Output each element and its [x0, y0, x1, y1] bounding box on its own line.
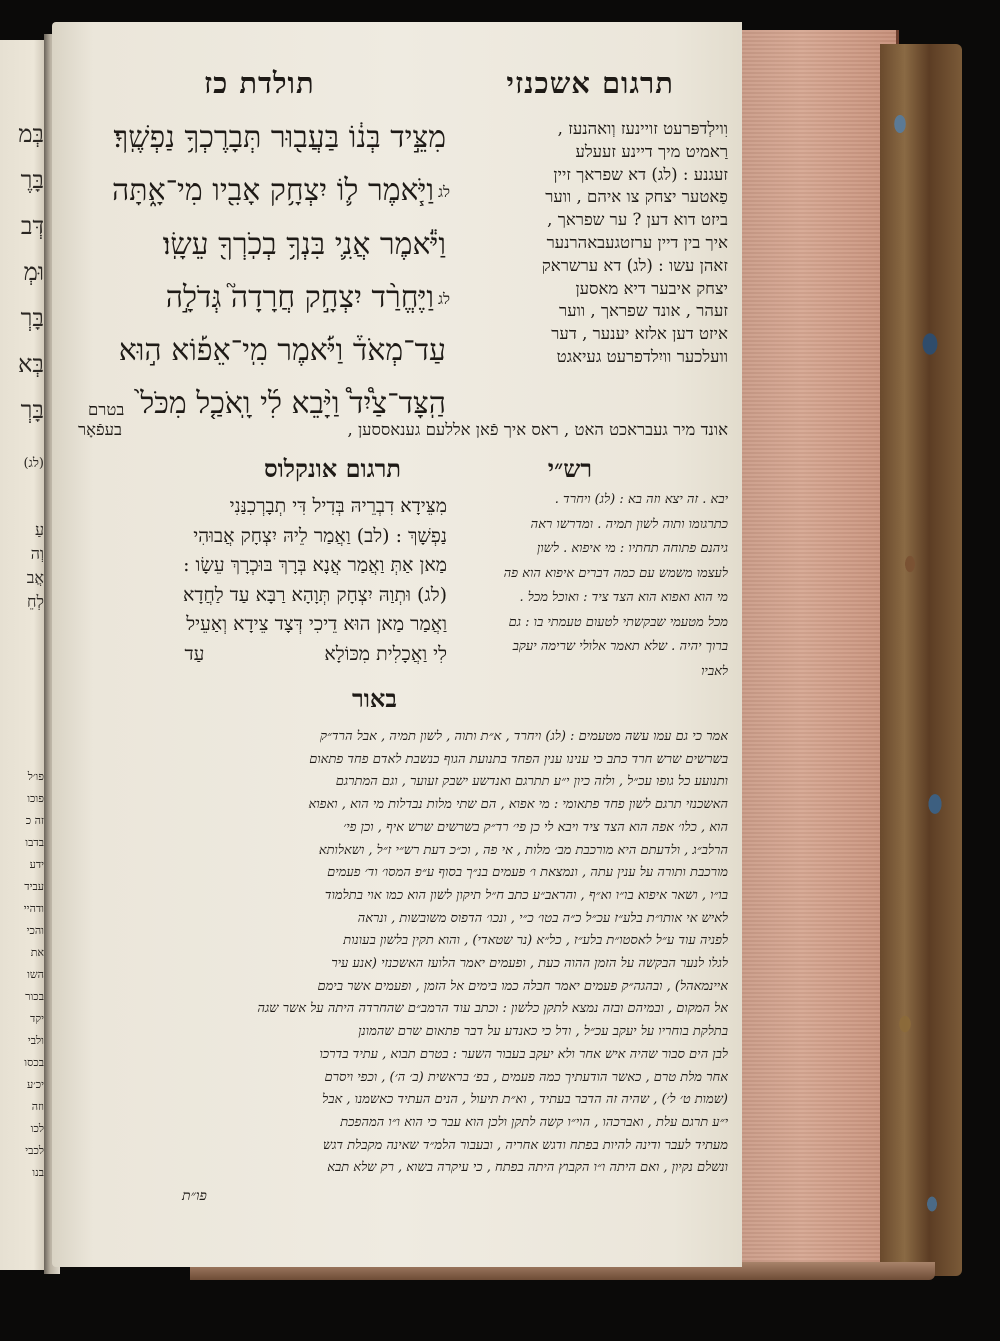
rashi-line: לאביו [701, 663, 728, 679]
targum-ashkenazi-column [466, 118, 728, 369]
verse-line: עַד־מְאֹד֒ וַיֹּ֡אמֶר מִֽי־אֵפ֡וֹא ה֣וּא [118, 333, 446, 368]
verse-line: וַיֹּ֕אמֶר אֲנִ֛י בִּנְךָ֥ בְכֹֽרְךָ֖ עֵשָֽׂו׃ [162, 226, 446, 262]
targum-line: וִוילְדפּרעט זויינעז וְואהנעז , [557, 119, 728, 138]
left-page-fragment: זה כ [25, 814, 44, 827]
left-page-fragment: בְּמ [18, 120, 44, 148]
left-page-fragment: ולבי [27, 1034, 44, 1047]
left-page-fragment: עַ [34, 520, 44, 539]
left-page-fragment: ידע [29, 858, 44, 871]
signature-mark: פו״ת [182, 1188, 207, 1204]
left-page-fragment: בכסו [24, 1056, 44, 1069]
verse-number: לג [438, 289, 450, 308]
biur-line: הוא , כלו׳ אפה הוא הצד ציד ויבא לי כן פי׳ רד״ק בשרשים שרש איף , וכן פי׳ [343, 819, 728, 835]
left-page-fragment: השו [27, 968, 44, 981]
biur-line: אל המקום , ובמיהם ובזה נמצא לתקן כלשון : וכתב עוד הרמב״ם שהחרדה היתה על אשר שגה [257, 1001, 728, 1017]
verse-line: הַֽצָּד־צַ֩יִד֩ וַיָּ֨בֵא לִ֜י וָֽאֹכַ֤ל מִכֹּל֙ [140, 386, 446, 422]
verse-line: מִצֵּ֣יד בְּנ֔וֹ בַּעֲב֖וּר תְּבָרֶכְךָ֥ נַפְשֶֽׁךָ׃ [113, 120, 446, 155]
left-page-fragment: יכ׳ע [26, 1078, 44, 1091]
rashi-title: רש״י [547, 454, 592, 483]
left-page-sliver [0, 40, 48, 1270]
biur-title: באור [352, 684, 397, 713]
rashi-line: מכל מטעמי שבקשתי לטעום טעמתי בו : גם [508, 614, 728, 630]
running-header-targum: תרגום אשכנזי [506, 66, 674, 100]
biur-line: מורכבת ותורה על ענין עתה , ונמצאת ו׳ פעמים בנ״ך בסוף ע״פ המסו׳ וד׳ פעמים [327, 865, 728, 881]
rashi-line: לעצמו משמש עם כמה דברים איפוא הוא פה [503, 565, 728, 581]
right-page [52, 22, 742, 1267]
left-page-fragment: וּמְ [23, 258, 44, 286]
biur-line: לאיש אי אותו״ת בלע״ז עכ״ל כ״ה בטו׳ כ״י , ונכו׳ הדפוס משובשות , ונראה [357, 910, 728, 926]
biur-line: (שמות ט׳ ל׳) , שהיה זה הדבר בעתיד , וא״ת תיעול , הנים העתיד כאשמנו , אבל [322, 1092, 728, 1108]
onkelos-line: לִי וַאֲכָלִית מִכּוֹלָאעַד [184, 642, 447, 665]
torah-text-column [54, 112, 450, 432]
onkelos-line: וַאֲמַר מַאן הוּא דֵיכִי דְּצָד צֵידָא וְאַעֵיל [186, 613, 447, 635]
biur-line: לפניה עוד ע״ל לאסטו״ת בלע״ז , כל״א (נר שטאדי) , והוא תקין בלשון בעונות [343, 933, 728, 949]
onkelos-line: (לג) וּתְוַהּ יִצְחָק תְּוָהָא רַבָּא עַד לַחֲדָא [182, 583, 447, 606]
continuation-text: אונד מיר געבראכט האט , ראס איך פֿאן אללעם גענאססען , [347, 420, 728, 439]
left-page-fragment: (לג) [23, 456, 44, 471]
marbled-cover [880, 44, 962, 1276]
left-page-fragment: בכור [25, 990, 44, 1003]
left-page-fragment: וזה [31, 1100, 44, 1113]
biur-line: הרלב״ג , ולדעתם היא מורכבת מב׳ מלות , אי פה , וכ״כ דעת רש״י ז״ל , ושאלותא [318, 842, 728, 858]
targum-line: פַאטער יצחק צו איהם , ווער [545, 187, 728, 207]
biur-line: י״ע תרגם עלת , ואברכהו , הוי״ו קשה לתקן ולכן הוא עבר כי הוא ו״ו המהפכת [340, 1114, 728, 1130]
targum-line: ביזט דוא דען ? ער שפראך , [547, 210, 728, 230]
biur-line: ותנועע כל גופו עכ״ל , ולזה כיון י״ע תתרגם ואנדשע ישבק זעוער , וגם המתרגם [335, 774, 728, 790]
biur-line: ונשלם נקיון , ואם היתה ו״ו הקבוץ היתה בפתח , כי עיקרה בשוא , רק שלא תבא [327, 1160, 728, 1176]
biur-line: בשרשים שרש חרד כתב כי ענינו ענין הפחד בתנועת הגוף כנשבת לאדם פחד פתאום [309, 751, 728, 767]
onkelos-title: תרגום אונקלוס [264, 454, 402, 483]
biur-line: אחר מלת טרם , כאשר הודעתיך כמה פעמים , בפ׳ בראשית (ב׳ ה׳) , וכפי ויסרם [324, 1069, 728, 1085]
rashi-line: גיהנם פתוחה תחתיו : מי איפוא . לשון [537, 541, 728, 556]
catchword-targum: בעפֿאָר [78, 420, 122, 439]
targum-line: זאהן עשו : (לג) דא ערשראק [541, 255, 728, 275]
biur-line: לבן הים סבור שהיה איש אחר ולא יעקב בעבור השער : בטרם תבוא , עתיד בדרכו [319, 1046, 728, 1062]
left-page-fragment: עביד [24, 880, 44, 893]
biur-line: בו״ו , ושאר איפוא בו״ו וא״ף , והראב״ע כתב ח״ל תיקון לשון הוא כמו אוי בתלמוד [324, 887, 728, 903]
left-page-fragment: בָּרְ [20, 396, 44, 424]
left-page-fragment: לכו [30, 1122, 44, 1135]
verse-line: לגוַיֹּ֧אמֶר ל֛וֹ יִצְחָ֥ק אָבִ֖יו מִי־אָ֑תָּה [112, 173, 450, 209]
left-page-fragment: פוכו [27, 792, 44, 805]
left-page-fragment: ודהיי [23, 902, 44, 915]
left-page-fragment: דְּב [20, 212, 44, 240]
rashi-line: כתרגומו ותוה לשון תמיה . ומדרשו ראה [530, 516, 728, 532]
page-edges [738, 30, 899, 1270]
targum-line: יצחק איבער דיא מאסען [575, 278, 728, 298]
rashi-line: ברוך יהיה . שלא תאמר אלולי שרימה יעקב [512, 639, 728, 654]
biur-line: איינמאהל) , ובהגה״ק פעמים יאמר חבלה כמו בימים אל הזמן , ופעמים אשר בימם [317, 978, 728, 994]
targum-line: רַאמיט מיך דיינע זעעלע [575, 141, 728, 161]
biur-line: לגלו לנער הבקשה על הזמן ההוה כעת , ופעמים יאמר הלועז האשכנזי (אנע עיר [331, 956, 728, 972]
targum-line: איך בין דיין ערזטגעבאהרנער [546, 232, 728, 252]
biur-line: מעתיד לעבר ודינה להיות בפתח ודגש אחריה , ובעבור הלמ״ד שאינה מקבלת דגש [322, 1137, 728, 1153]
left-page-fragment: יקד [29, 1012, 44, 1025]
biur-line: בתלקת בוחריו על יעקב עכ״ל , ודל כי כאנדע על דבר פתאום שרם שהמונן [358, 1024, 728, 1040]
targum-line: איזט דען אלזא יענער , דער [551, 324, 728, 344]
targum-line: זעהר , אונד שפראך , ווער [559, 301, 728, 321]
left-page-fragment: לְחֵ [27, 592, 44, 611]
verse-line: לגוַיֶּחֱרַ֨ד יִצְחָ֣ק חֲרָדָה֮ גְּדֹלָ֣ה [165, 279, 450, 315]
left-page-fragment: והכי [26, 924, 44, 937]
rashi-line: מי הוא ואפוא הוא הצד ציד : ואוכל מכל . [519, 590, 728, 605]
targum-line: וועלכער וויִלדפרעט געיאגט [556, 346, 728, 366]
onkelos-line: מִצֵּידָא דִבְרֵיהּ בְּדִיל דִּי תְבָרְכִנַּנִי [229, 495, 447, 517]
onkelos-translation [62, 492, 447, 669]
verse-number: לג [438, 183, 450, 201]
left-page-fragment: אֲב [26, 568, 44, 587]
rashi-commentary [458, 488, 728, 684]
left-page-fragment: בְּא [18, 350, 44, 378]
left-page-fragment: את [30, 946, 44, 959]
left-page-fragment: לכבי [25, 1144, 44, 1157]
left-page-fragment: בדבו [25, 836, 44, 849]
biur-line: אמר כי גם עמו עשה מטעמים : (לג) ויחרד , א״ת ותוה , לשון תמיה , אבל הרד״ק [319, 729, 728, 744]
biur-line: האשכנזי תרגם לשון פחד פתאומי : מי אפוא , הם שתי מלות נבדלות מי הוא , ואפוא [308, 797, 728, 813]
left-page-fragment: בָּרֶ [20, 166, 44, 194]
biur-commentary [68, 726, 728, 1180]
rashi-line: יבא . זה יצא וזה בא : (לג) ויחרד . [554, 492, 728, 507]
onkelos-line: נַפְשָׁךְ : (לב) וַאֲמַר לֵיהּ יִצְחָק אֲבוּהִי [193, 524, 447, 547]
onkelos-catchword: עַד [184, 642, 205, 665]
left-page-fragment: בָּרְ [20, 304, 44, 332]
left-page-fragment: בנו [32, 1166, 44, 1179]
left-page-fragment: וְה [30, 544, 44, 563]
catchword-torah: בטרם [88, 400, 125, 419]
onkelos-line: מַאן אַתְּ וַאֲמַר אֲנָא בְּרָךְ בּוּכְרָךְ עֵשָׂו : [183, 554, 447, 576]
left-page-fragment: פו׳ל [27, 770, 44, 783]
targum-line: זעגנע : (לג) דא שפראך זיין [553, 164, 728, 184]
running-header-parasha: תולדת כז [204, 66, 315, 100]
